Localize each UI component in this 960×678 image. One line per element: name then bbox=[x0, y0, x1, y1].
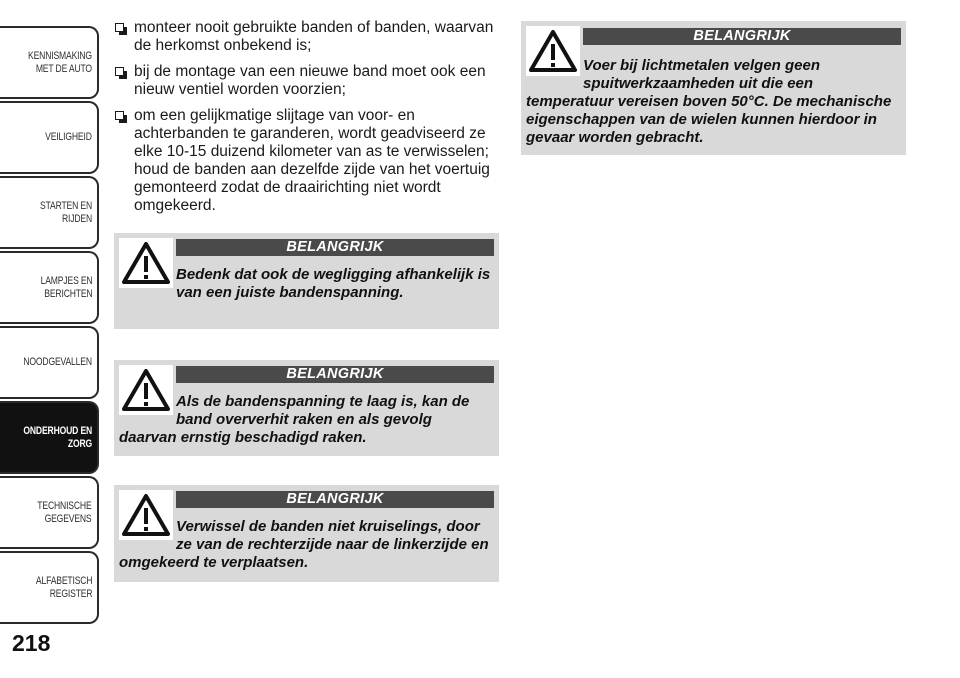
tab-label: TECHNISCHE GEGEVENS bbox=[37, 499, 92, 525]
list-item bbox=[113, 63, 503, 99]
tab-onderhoud-en-zorg[interactable] bbox=[0, 401, 99, 474]
tab-label: NOODGEVALLEN bbox=[23, 356, 92, 368]
list-item bbox=[113, 107, 503, 215]
warning-text: Voer bij lichtmetalen velgen geen spuitwerkzaamheden uit die een temperatuur vereisen boven 50°C. De mechanische eigenschappen van de wielen kunnen hierdoor in gevaar worden gebracht. bbox=[526, 57, 892, 146]
warning-text: Als de bandenspanning te laag is, kan de band oververhit raken en als gevolg daarvan ernstig beschadigd raken. bbox=[119, 393, 470, 446]
tab-label: ONDERHOUD EN ZORG bbox=[23, 424, 92, 450]
tab-kennismaking[interactable] bbox=[0, 26, 99, 99]
tab-noodgevallen[interactable] bbox=[0, 326, 99, 399]
tab-alfabetisch-register[interactable] bbox=[0, 551, 99, 624]
list-item-text: om een gelijkmatige slijtage van voor- en achterbanden te garanderen, wordt geadviseerd ze elke 10-15 duizend kilometer van as te verwisselen; houd de banden aan dezelfde zijde van het voertuig gemonteerd zodat de draairichting niet wordt omgekeerd. bbox=[134, 107, 490, 214]
tab-label: KENNISMAKING MET DE AUTO bbox=[28, 49, 92, 75]
tab-starten-en-rijden[interactable] bbox=[0, 176, 99, 249]
warning-heading: BELANGRIJK bbox=[176, 366, 494, 383]
warning-heading: BELANGRIJK bbox=[176, 239, 494, 256]
warning-heading: BELANGRIJK bbox=[583, 28, 901, 45]
checkbox-bullet-icon bbox=[115, 23, 124, 32]
list-item-text: monteer nooit gebruikte banden of banden, waarvan de herkomst onbekend is; bbox=[134, 19, 494, 54]
warning-text: Bedenk dat ook de wegligging afhankelijk is van een juiste bandenspanning. bbox=[176, 266, 491, 301]
tab-label: VEILIGHEID bbox=[45, 131, 92, 143]
tab-label: STARTEN EN RIJDEN bbox=[39, 199, 92, 225]
list-item bbox=[113, 19, 503, 55]
tab-lampjes-en-berichten[interactable] bbox=[0, 251, 99, 324]
warning-text: Verwissel de banden niet kruiselings, door ze van de rechterzijde naar de linkerzijde en omgekeerd te verplaatsen. bbox=[119, 518, 489, 571]
list-item-text: bij de montage van een nieuwe band moet ook een nieuw ventiel worden voorzien; bbox=[134, 63, 486, 98]
instruction-list bbox=[113, 19, 503, 223]
tab-veiligheid[interactable] bbox=[0, 101, 99, 174]
warning-heading: BELANGRIJK bbox=[176, 491, 494, 508]
chapter-tabs bbox=[0, 0, 101, 640]
warning-box bbox=[114, 360, 499, 456]
warning-box bbox=[521, 21, 906, 155]
warning-box bbox=[114, 485, 499, 582]
tab-label: ALFABETISCH REGISTER bbox=[35, 574, 92, 600]
tab-label: LAMPJES EN BERICHTEN bbox=[40, 274, 92, 300]
tab-technische-gegevens[interactable] bbox=[0, 476, 99, 549]
warning-box bbox=[114, 233, 499, 329]
checkbox-bullet-icon bbox=[115, 111, 124, 120]
page-number: 218 bbox=[12, 630, 51, 656]
checkbox-bullet-icon bbox=[115, 67, 124, 76]
